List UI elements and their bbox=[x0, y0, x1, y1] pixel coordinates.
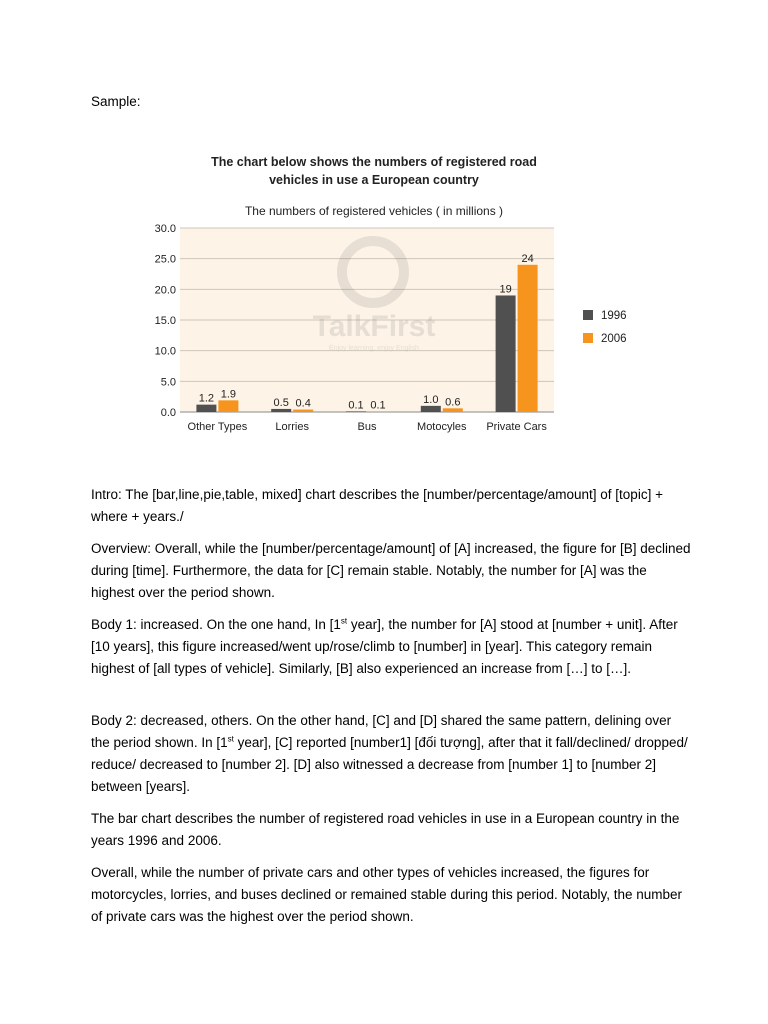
x-category-label: Bus bbox=[357, 421, 377, 433]
bar-value-label: 1.9 bbox=[220, 388, 237, 401]
body2-text-end: year], [C] reported [number1] [đối tượng], after that it fall/declined/ dropped/ reduce/ decreased to [number 2]. [D] also witnessed a decrease from [number 1] to [number 2] between [years]. bbox=[91, 735, 688, 794]
bar-1996 bbox=[196, 405, 216, 412]
body1-text-end: year], the number for [A] stood at [number + unit]. After [10 years], this figure increased/went up/rose/climb to [number] in [year]. This category remain highest of [all types of vehicle]. Similarly, [B] also experienced an increase from […] to […]. bbox=[91, 617, 678, 676]
bar-chart bbox=[140, 150, 640, 440]
bar-1996 bbox=[421, 406, 441, 412]
bar-1996 bbox=[271, 409, 291, 412]
y-tick-label: 10.0 bbox=[154, 345, 176, 358]
bar-value-label: 0.1 bbox=[370, 399, 386, 412]
legend-swatch-1996 bbox=[583, 310, 593, 320]
body1-paragraph bbox=[91, 614, 691, 680]
sample-overview-paragraph: Overall, while the number of private cars and other types of vehicles increased, the figures for motorcycles, lorries, and buses declined or remained stable during this period. Notably, the number of private cars was the highest over the period shown. bbox=[91, 865, 683, 924]
chart-title-line2: vehicles in use a European country bbox=[269, 173, 479, 187]
body2-paragraph bbox=[91, 710, 691, 798]
bar-1996 bbox=[496, 295, 516, 412]
x-category-label: Lorries bbox=[275, 421, 310, 433]
bar-2006 bbox=[518, 265, 538, 412]
bar-2006 bbox=[443, 408, 463, 412]
overview-paragraph: Overview: Overall, while the [number/percentage/amount] of [A] increased, the figure for [B] declined during [time]. Furthermore, the data for [C] remain stable. Notably, the number for [A] was the highest over the period shown. bbox=[91, 541, 691, 600]
y-tick-label: 5.0 bbox=[160, 376, 176, 389]
bar-2006 bbox=[368, 411, 388, 412]
watermark-tagline: Enjoy learning, enjoy English bbox=[329, 345, 419, 352]
legend-label-1996: 1996 bbox=[601, 310, 627, 322]
y-tick-label: 25.0 bbox=[154, 253, 176, 266]
legend bbox=[583, 310, 627, 345]
sample-label: Sample: bbox=[91, 94, 141, 109]
bar-value-label: 0.1 bbox=[348, 399, 364, 412]
chart-title-line1: The chart below shows the numbers of registered road bbox=[211, 155, 537, 169]
bar-value-label: 0.5 bbox=[273, 396, 289, 409]
legend-label-2006: 2006 bbox=[601, 333, 627, 345]
bar-value-label: 24 bbox=[521, 252, 534, 265]
bar-2006 bbox=[293, 410, 313, 412]
bar-value-label: 0.4 bbox=[295, 397, 311, 410]
bar-2006 bbox=[218, 400, 238, 412]
body2-superscript: st bbox=[227, 734, 234, 744]
body1-superscript: st bbox=[340, 616, 348, 626]
bar-value-label: 1.2 bbox=[198, 392, 215, 405]
sample-intro-paragraph: The bar chart describes the number of registered road vehicles in use in a European country in the years 1996 and 2006. bbox=[91, 811, 680, 848]
legend-swatch-2006 bbox=[583, 333, 593, 343]
y-tick-label: 15.0 bbox=[154, 315, 176, 327]
x-category-label: Private Cars bbox=[486, 421, 547, 433]
body1-text-start: Body 1: increased. On the one hand, In [1 bbox=[91, 617, 341, 632]
bar-value-label: 1.0 bbox=[423, 393, 439, 406]
body2-text-start: Body 2: decreased, others. On the other hand, [C] and [D] shared the same pattern, delining over the period shown. In [1 bbox=[91, 713, 672, 750]
x-category-label: Other Types bbox=[187, 421, 248, 433]
chart-subtitle: The numbers of registered vehicles ( in millions ) bbox=[244, 204, 504, 218]
intro-paragraph: Intro: The [bar,line,pie,table, mixed] chart describes the [number/percentage/amount] of [topic] + where + years./ bbox=[91, 487, 663, 524]
y-tick-label: 0.0 bbox=[160, 407, 176, 419]
bar-value-label: 19 bbox=[499, 283, 512, 296]
watermark-text: TalkFirst bbox=[312, 310, 436, 343]
y-tick-label: 20.0 bbox=[154, 284, 176, 297]
x-category-label: Motocyles bbox=[417, 421, 467, 433]
y-tick-label: 30.0 bbox=[154, 223, 176, 235]
bar-1996 bbox=[346, 411, 366, 412]
bar-value-label: 0.6 bbox=[445, 396, 461, 409]
